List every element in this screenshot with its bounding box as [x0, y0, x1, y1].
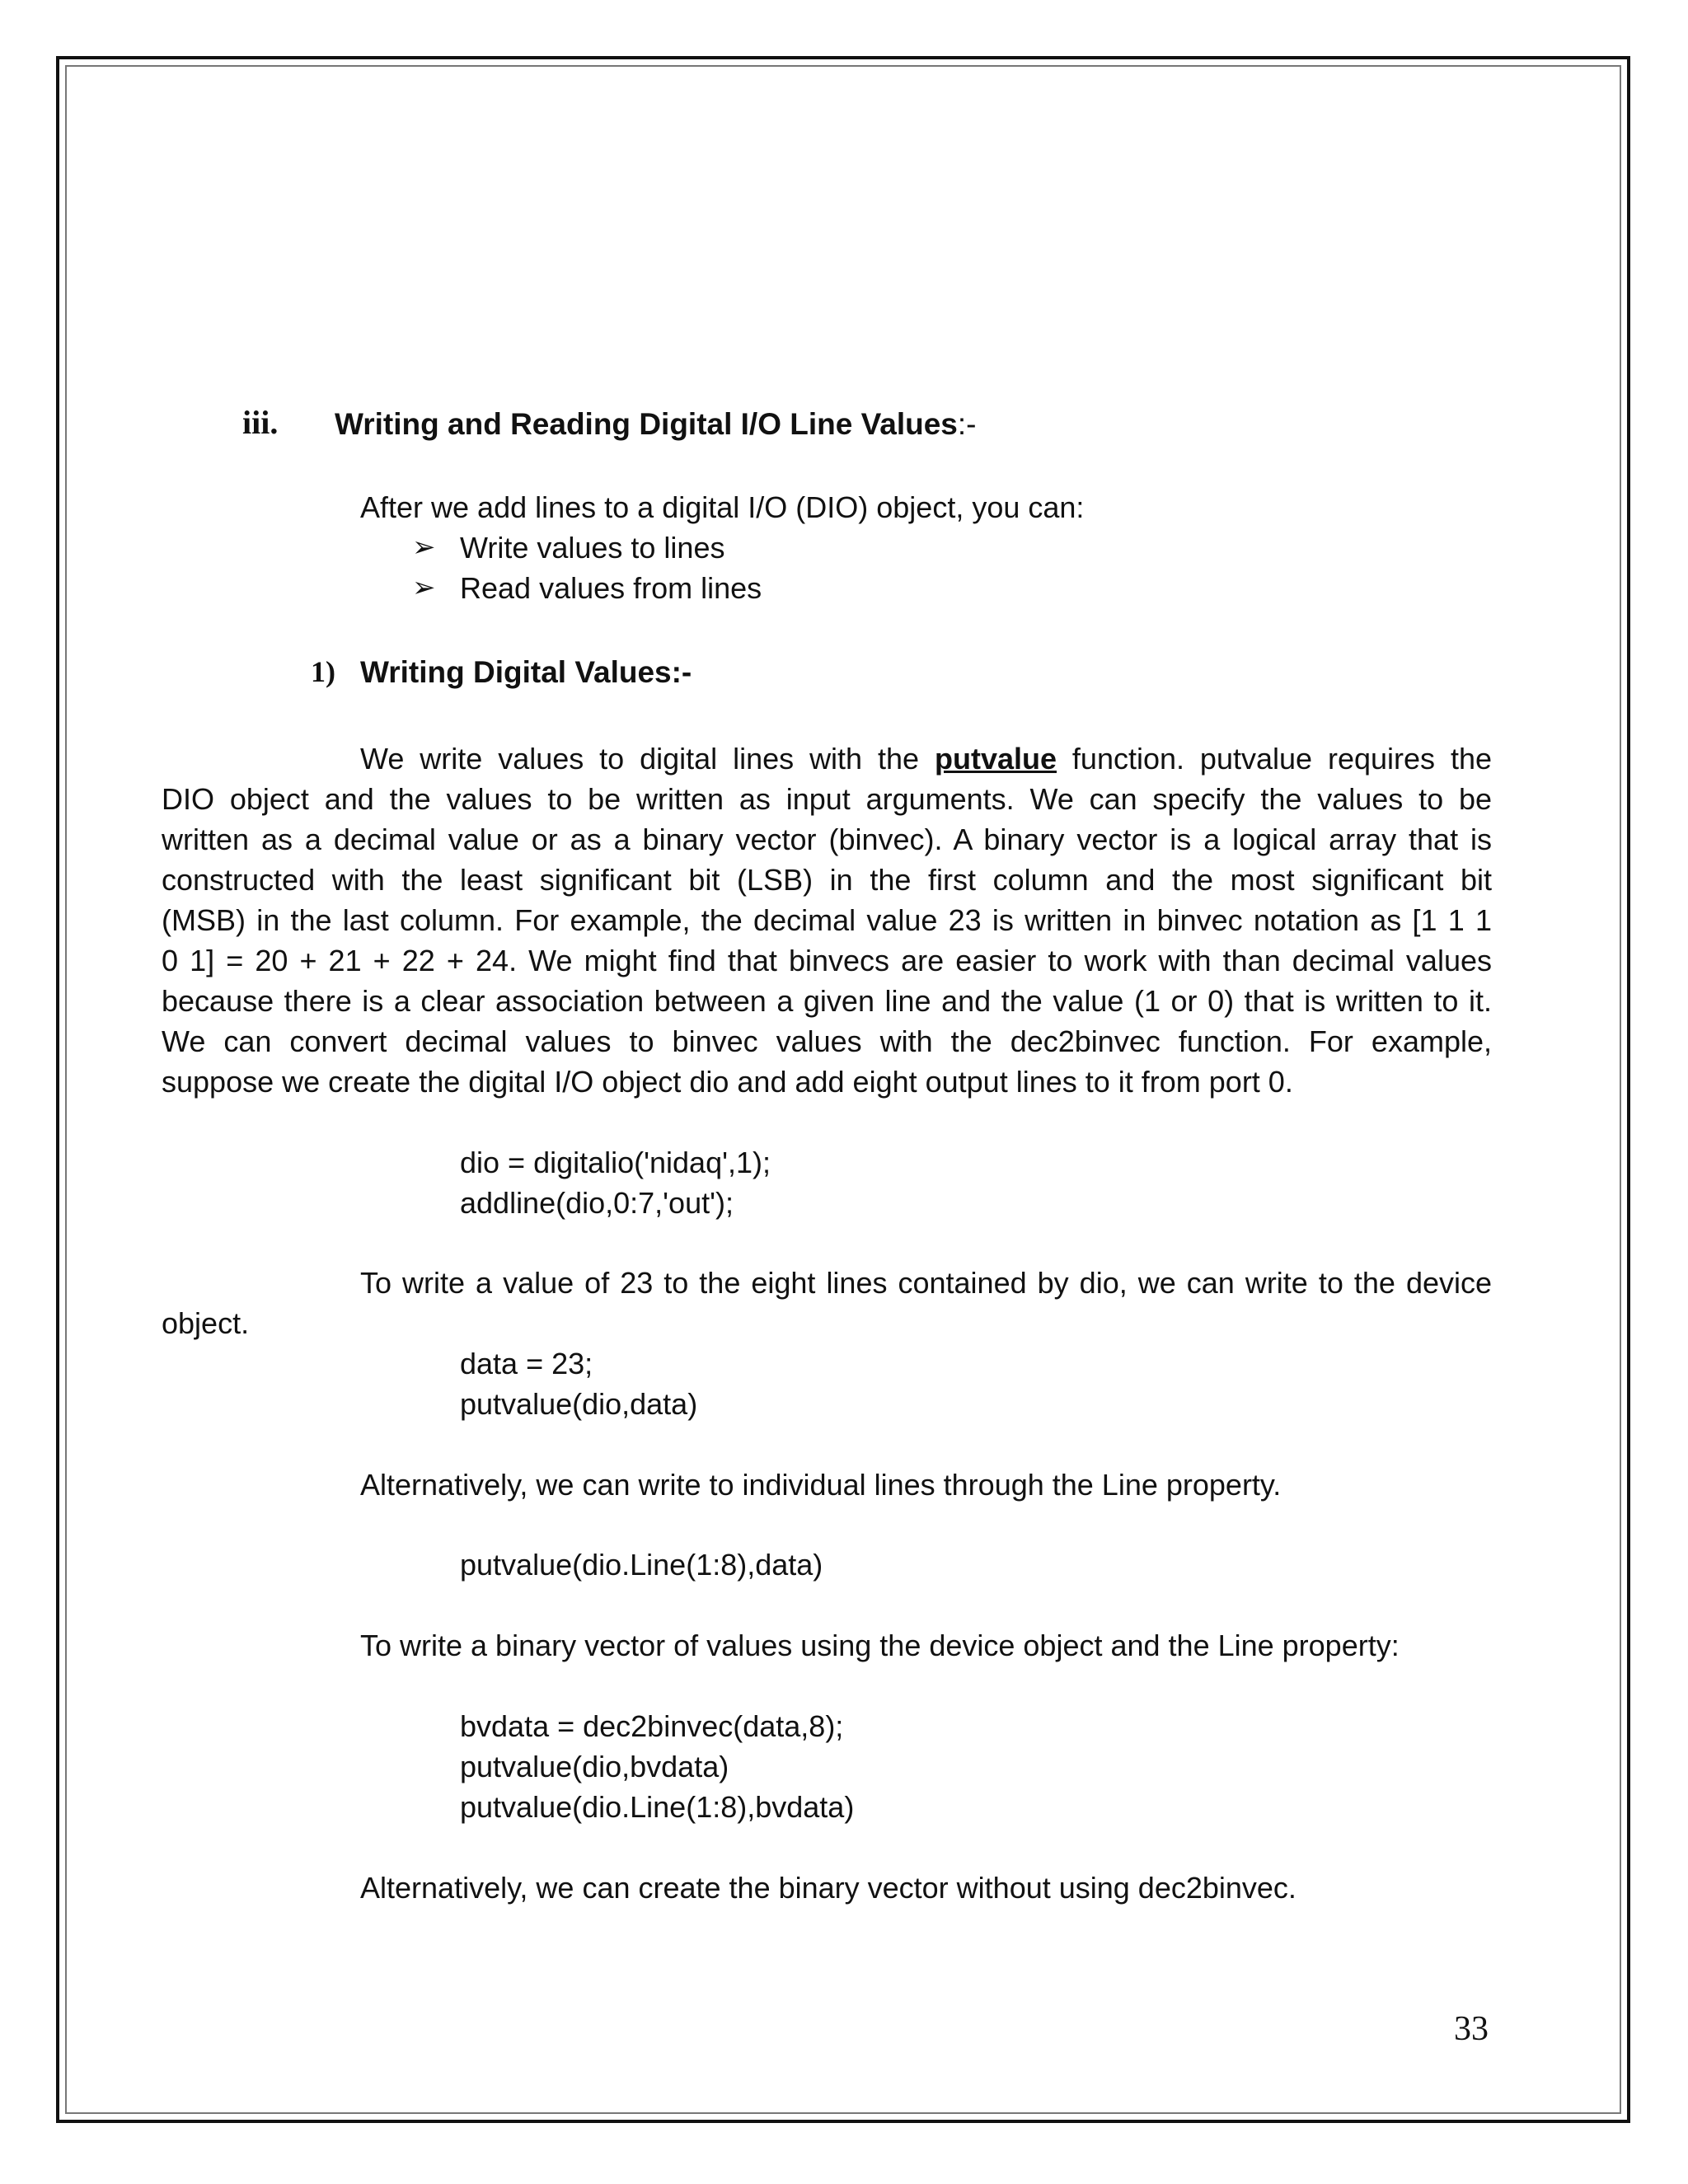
write-text-line-2: object. [162, 1306, 250, 1340]
bullet-item-write: Write values to lines [460, 531, 725, 565]
code-line: bvdata = dec2binvec(data,8); [460, 1709, 844, 1743]
section-title [335, 404, 976, 444]
paragraph-line: (MSB) in the last column. For example, the decimal value 23 is written in binvec notation as [1 1 1 [162, 903, 1492, 937]
subsection-number: 1) [311, 655, 335, 688]
section-title-text: Writing and Reading Digital I/O Line Values [335, 407, 958, 441]
section-title-suffix: :- [957, 407, 977, 441]
write-text-line-1: To write a value of 23 to the eight lines contained by dio, we can write to the device [360, 1266, 1492, 1300]
paragraph-line: written as a decimal value or as a binary vector (binvec). A binary vector is a logical array that is [162, 823, 1492, 856]
paragraph-line-1-rest: function. putvalue requires the [1057, 742, 1492, 776]
intro-text: After we add lines to a digital I/O (DIO) object, you can: [360, 490, 1085, 524]
section-numeral: iii. [242, 404, 279, 441]
alternative-text-2: Alternatively, we can create the binary vector without using dec2binvec. [360, 1871, 1296, 1905]
code-line: putvalue(dio.Line(1:8),bvdata) [460, 1790, 855, 1824]
arrowhead-bullet-icon: ➢ [412, 532, 436, 563]
page-number: 33 [1454, 2010, 1489, 2048]
bullet-item-read: Read values from lines [460, 571, 762, 605]
paragraph-line-1 [162, 738, 1492, 779]
subsection-title: Writing Digital Values:- [360, 655, 692, 689]
arrowhead-bullet-icon: ➢ [412, 572, 436, 603]
code-line: data = 23; [460, 1347, 593, 1380]
code-line: putvalue(dio.Line(1:8),data) [460, 1548, 823, 1582]
binary-vector-text: To write a binary vector of values using the device object and the Line property: [360, 1629, 1400, 1662]
paragraph-line: because there is a clear association between a given line and the value (1 or 0) that is written to it. [162, 984, 1492, 1018]
paragraph-line: We can convert decimal values to binvec values with the dec2binvec function. For example, [162, 1024, 1492, 1058]
paragraph-line: constructed with the least significant bit (LSB) in the first column and the most significant bit [162, 863, 1492, 897]
paragraph-line: DIO object and the values to be written as input arguments. We can specify the values to be [162, 782, 1492, 816]
code-line: putvalue(dio,bvdata) [460, 1750, 729, 1783]
alternative-text-1: Alternatively, we can write to individual lines through the Line property. [360, 1468, 1282, 1502]
code-line: dio = digitalio('nidaq',1); [460, 1146, 771, 1179]
code-line: putvalue(dio,data) [460, 1387, 698, 1421]
paragraph-lead: We write values to digital lines with the [360, 742, 920, 776]
putvalue-keyword: putvalue [934, 742, 1057, 776]
paragraph-line: 0 1] = 20 + 21 + 22 + 24. We might find that binvecs are easier to work with than decimal values [162, 944, 1492, 977]
paragraph-line: suppose we create the digital I/O object dio and add eight output lines to it from port 0. [162, 1065, 1293, 1099]
body-paragraph [162, 738, 1492, 1102]
code-line: addline(dio,0:7,'out'); [460, 1186, 734, 1220]
